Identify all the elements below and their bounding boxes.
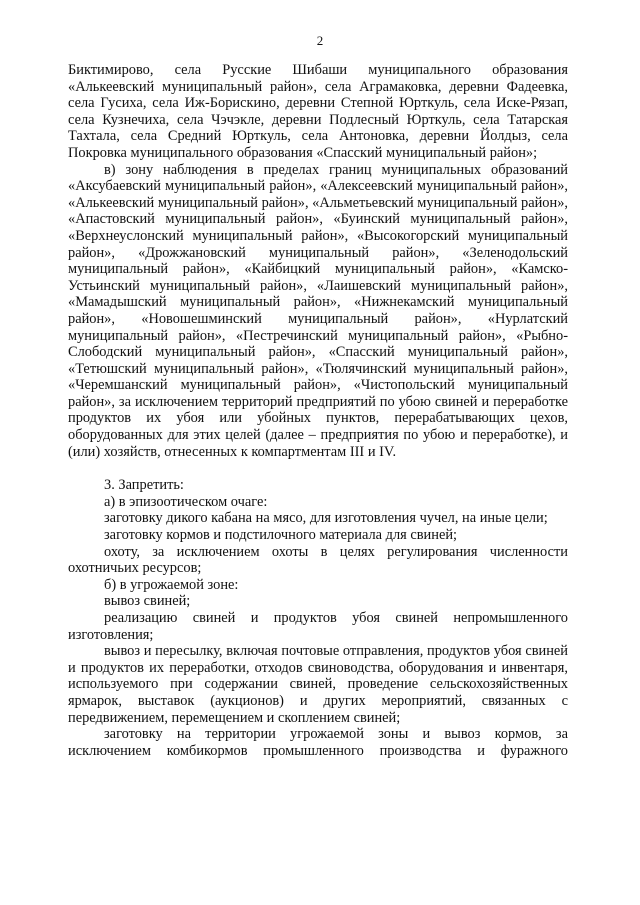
paragraph-settlements: Биктимирово, села Русские Шибаши муниципального образования «Алькеевский муниципальный район», села Аграмаковка, деревни Фадеевка, села Гусиха, села Иж-Борискино, деревни Степной Юрткуль, села Иске-Рязап, села Кузнечиха, села Чэчэкле, деревни Подлесный Юрткуль, села Татарская Тахтала, села Средний Юрткуль, села Антоновка, деревни Йолдыз, села Покровка муниципального образования «Спасский муниципальный район»; (68, 62, 568, 161)
paragraph-observation-zone: в) зону наблюдения в пределах границ муниципальных образований «Аксубаевский муниципальный район», «Алексеевский муниципальный район», «Алькеевский муниципальный район», «Альметьевский муниципальный район», «Апастовский муниципальный район», «Буинский муниципальный район», «Верхнеуслонский муниципальный район», «Высокогорский муниципальный район», «Дрожжановский муниципальный район», «Зеленодольский муниципальный район», «Кайбицкий муниципальный район», «Камско-Устьинский муниципальный район», «Лаишевский муниципальный район», «Мамадышский муниципальный район», «Нижнекамский муниципальный район», «Новошешминский муниципальный район», «Нурлатский муниципальный район», «Пестречинский муниципальный район», «Рыбно-Слободский муниципальный район», «Спасский муниципальный район», «Тетюшский муниципальный район», «Тюлячинский муниципальный район», «Черемшанский муниципальный район», «Чистопольский муниципальный район», за исключением территорий предприятий по убою свиней и переработке продуктов их убоя или убойных пунктов, перерабатывающих цехов, оборудованных для этих целей (далее – предприятия по убою и переработке), и (или) хозяйств, отнесенных к компартментам III и IV. (68, 161, 568, 460)
paragraph-prohibit-heading: 3. Запретить: (104, 477, 184, 494)
paragraph-threatened-zone: б) в угрожаемой зоне: (104, 576, 239, 593)
paragraph-epizootic-focus: а) в эпизоотическом очаге: (104, 493, 268, 510)
paragraph-transport-events: вывоз и пересылку, включая почтовые отправления, продуктов убоя свиней и продуктов их переработки, отходов свиноводства, оборудования и инвентаря, используемого при содержании свиней, проведение сельскохозяйственных ярмарок, выставок (аукционов) и других мероприятий, связанных с передвижением, перемещением и скоплением свиней; (68, 643, 568, 726)
paragraph-pig-export: вывоз свиней; (104, 593, 191, 610)
paragraph-feed: заготовку кормов и подстилочного материала для свиней; (104, 527, 458, 544)
paragraph-feed-procurement: заготовку на территории угрожаемой зоны и вывоз кормов, за исключением комбикормов промышленного производства и фуражного (68, 726, 568, 759)
paragraph-pig-sales: реализацию свиней и продуктов убоя свиней непромышленного изготовления; (68, 610, 568, 643)
paragraph-hunting: охоту, за исключением охоты в целях регулирования численности охотничьих ресурсов; (68, 543, 568, 577)
page-number: 2 (316, 33, 324, 48)
paragraph-wild-boar: заготовку дикого кабана на мясо, для изготовления чучел, на иные цели; (104, 510, 548, 527)
document-body (68, 62, 568, 759)
paragraph-gap (68, 460, 568, 477)
